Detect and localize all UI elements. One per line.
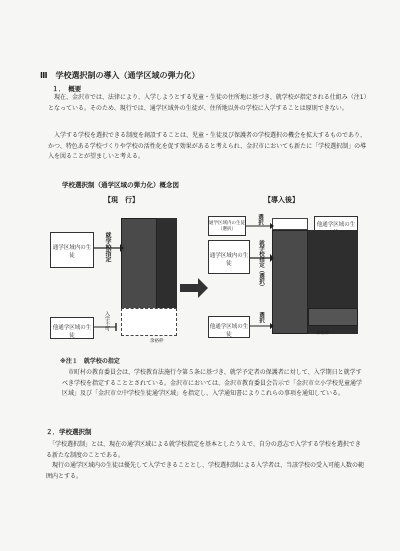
after-school-block (272, 230, 308, 334)
current-arrows (94, 240, 124, 340)
after-in-area-select-label: 通学区域内の生徒（選択） (209, 221, 245, 232)
paragraph: 「学校選択制」とは、現在の通学区域による就学校指定を基本としたうえで、自分の意志で入学する学校を選択できる新たな制度のことである。 現行の通学区域内の生徒は優先して入学できることとし、学校選択制による入学者は、当該学校の受入可能人数の範囲内とする。 (46, 441, 365, 480)
after-capacity-label: 余裕枠 (316, 331, 330, 336)
after-selection-label: 選択 (257, 214, 263, 225)
transition-arrow-icon (180, 278, 208, 298)
after-out-area-label: 他通学区域の生徒 (209, 324, 249, 338)
label-current: 【現 行】 (104, 196, 139, 204)
after-top-label: 他通学区域の生 (316, 222, 356, 228)
subsection-title: １． 概要 (52, 85, 82, 93)
current-in-area-label: 通学区域内の生徒 (52, 245, 92, 259)
subsection-title: ２．学校選択制 (46, 428, 92, 436)
after-in-area-label: 通学区域内の生徒 (209, 253, 249, 267)
after-out-area-box (208, 316, 250, 338)
current-capacity-label: 余裕枠 (150, 339, 164, 344)
after-designation-label: 就学校指定（選択） (258, 240, 264, 290)
current-capacity-box (121, 308, 177, 336)
label-after: 【導入後】 (264, 196, 299, 204)
figure-title: 学校選択制（通学区域の弾力化）概念図 (62, 181, 179, 189)
current-designation-label: 就学校指定 (104, 232, 111, 262)
after-in-area-box (208, 240, 250, 274)
after-in-area-select-box (208, 216, 246, 236)
note-title: ※注１ 就学校の指定 (60, 358, 120, 365)
section-title: Ⅲ 学校選択制の導入（通学区域の弾力化） (40, 71, 200, 80)
paragraph: 現在、金沢市では、法律により、入学しようとする児童・生徒の住所地に基づき、就学校が指定される仕組み（注1）となっている。そのため、現行では、通学区域外の生徒が、住所地以外の学校に入学することは原則できない。 (48, 94, 367, 112)
current-out-area-label: 他通学区域の生徒 (52, 325, 92, 339)
current-no-entry-label: 入学不可 (104, 311, 110, 331)
paragraph: 入学する学校を選択できる制度を創設することは、児童・生徒及び保護者の学校選択の機会を拡大するものであり、かつ、特色ある学校づくりや学校の活性化を促す効果があると考えられ、金沢市においても新たに「学校選択制」の導入を図ることが望ましいと考える。 (48, 132, 367, 161)
after-selected-block (308, 308, 358, 326)
after-selection2-label: 選択 (258, 312, 264, 323)
paragraph: 市町村の教育委員会は、学校教育法施行令第５条に基づき、就学予定者の保護者に対して、入学期日と就学すべき学校を指定することとされている。金沢市においては、金沢市教育委員会告示で「金沢市立小学校児童通学区域」及び「金沢市立中学校生徒通学区域」を指定し、入学通知書によりこれらの事項を通知している。 (62, 369, 363, 398)
current-out-area-box (50, 317, 94, 339)
current-in-area-box (50, 232, 94, 268)
after-top-slot (272, 218, 308, 230)
after-arrows (246, 222, 276, 332)
